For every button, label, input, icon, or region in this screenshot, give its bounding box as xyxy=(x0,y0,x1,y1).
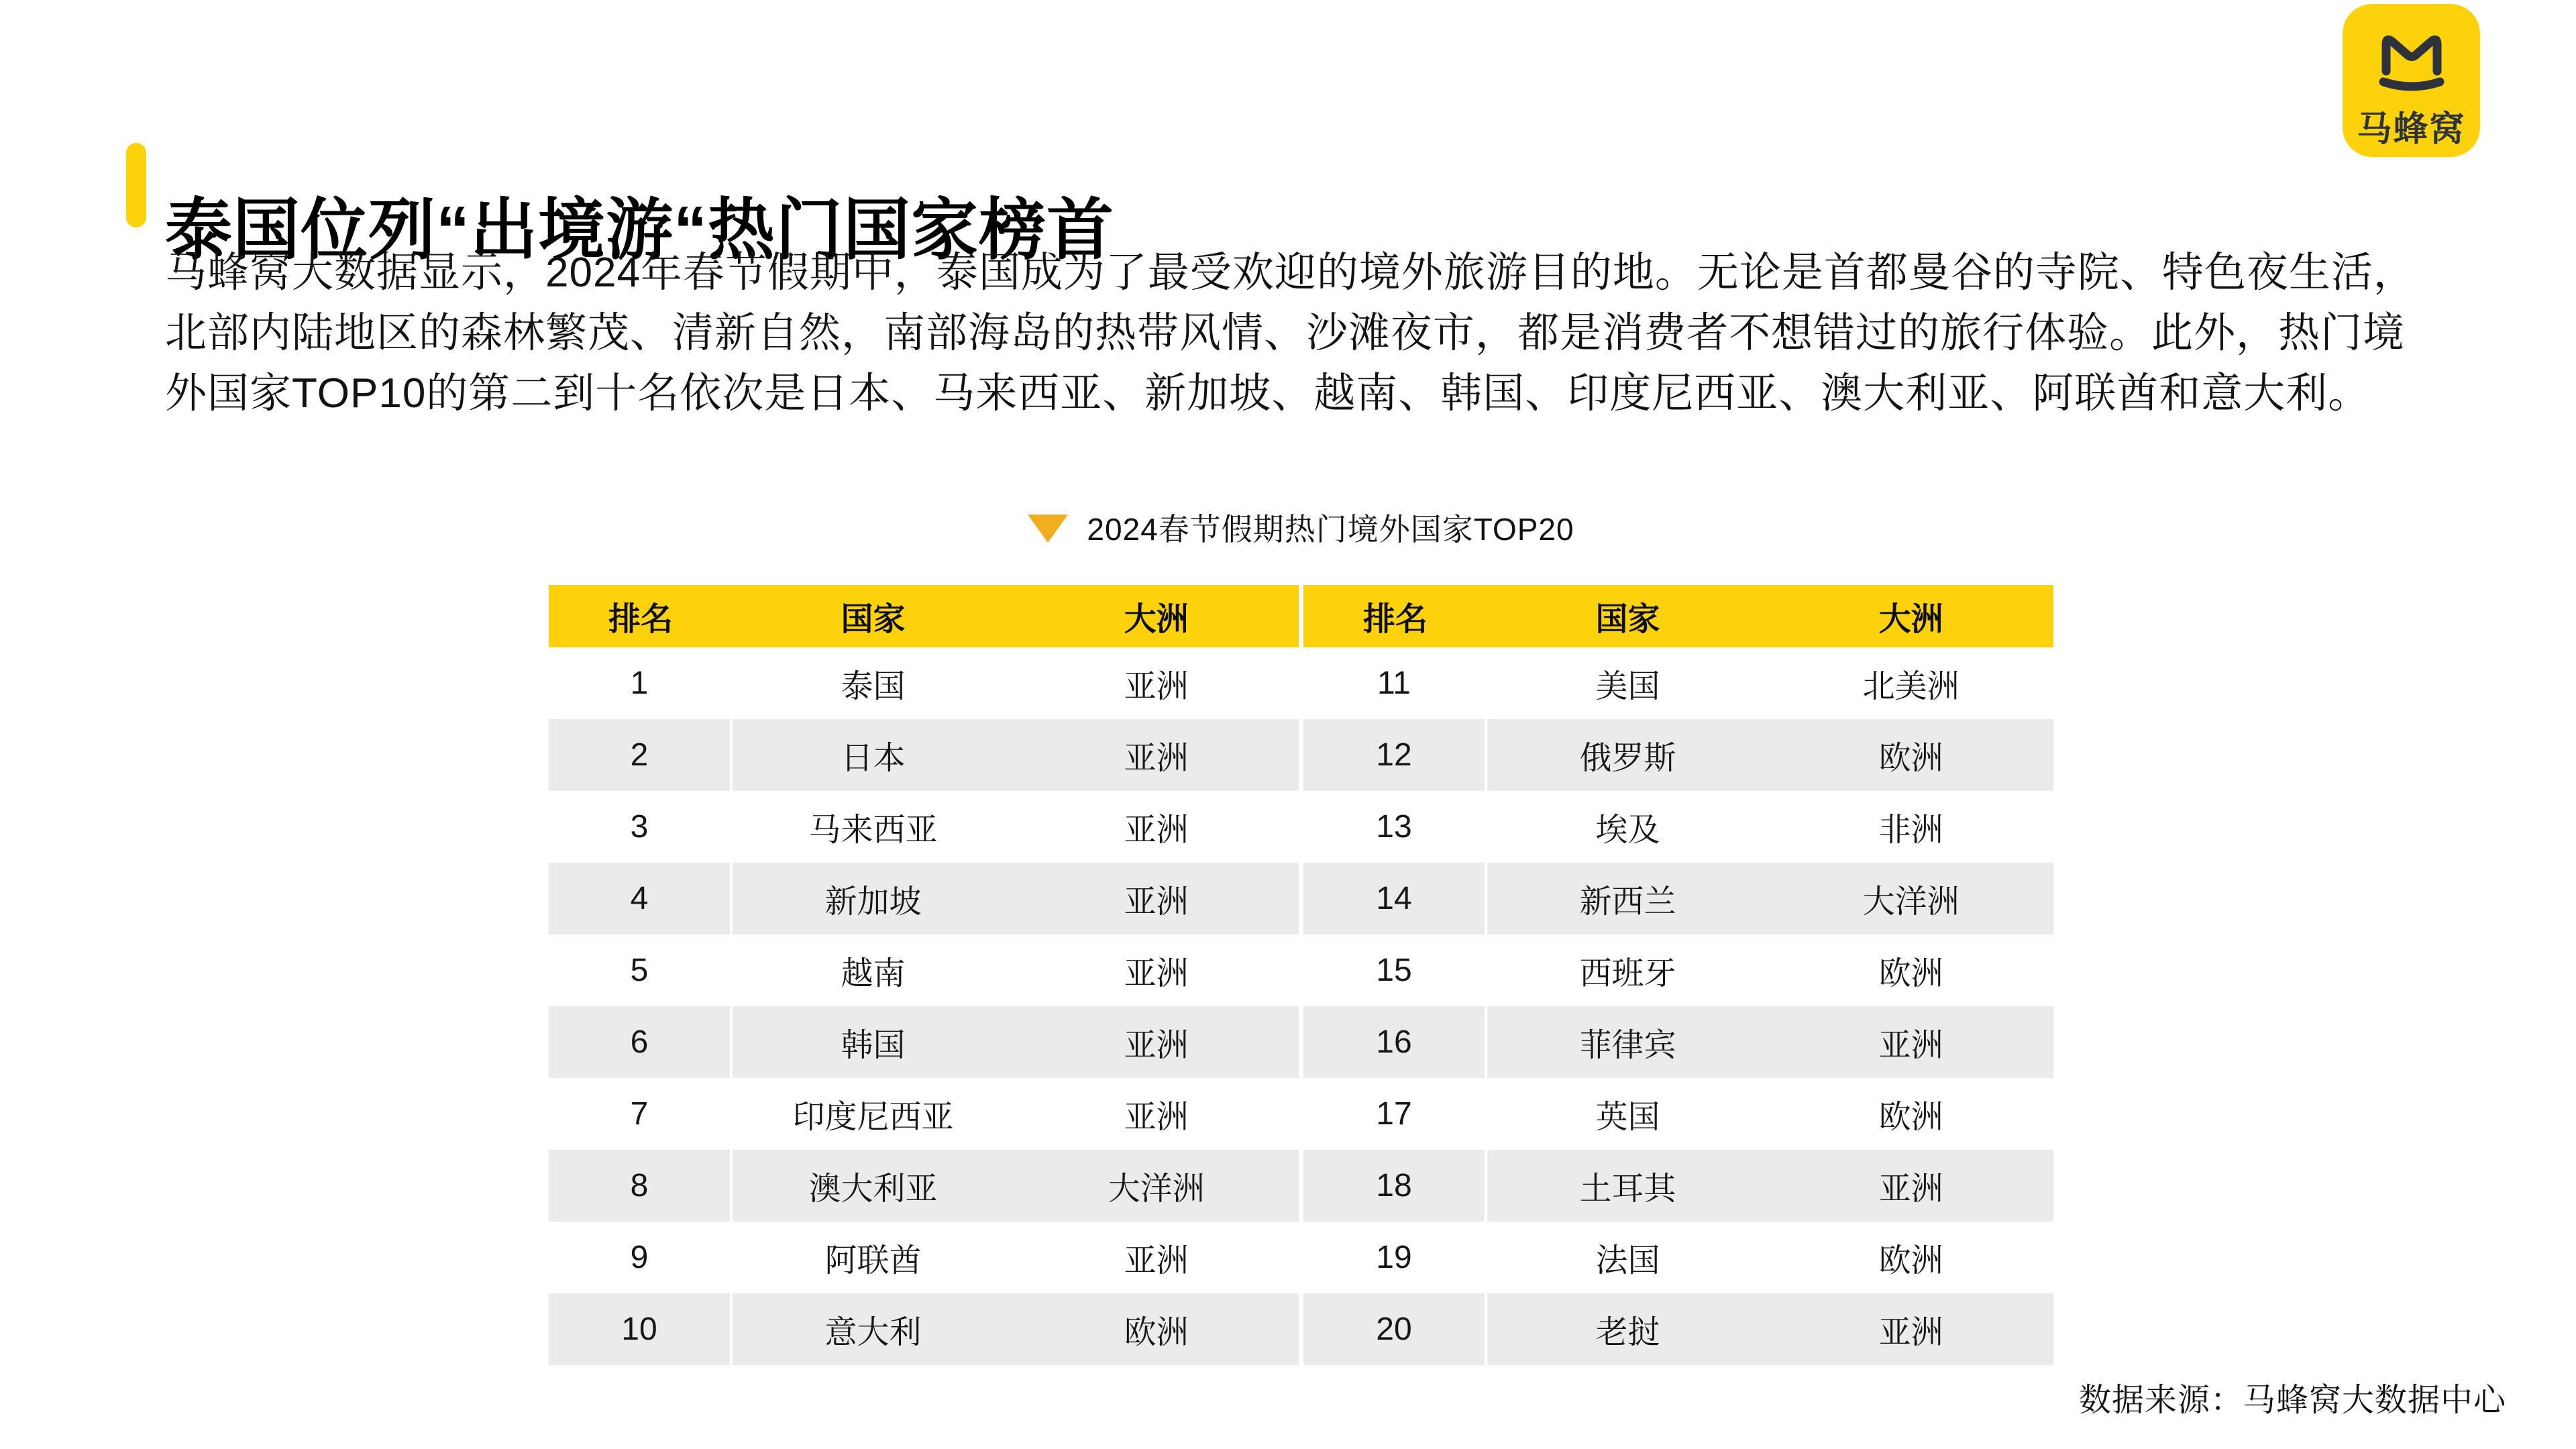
title-accent-bar xyxy=(126,143,146,227)
continent-header: 大洲 xyxy=(1878,602,1943,637)
country-cell: 印度尼西亚 xyxy=(792,1099,954,1135)
rank-cell: 8 xyxy=(549,1150,733,1222)
table-row xyxy=(1303,1150,2053,1222)
table-row xyxy=(549,934,1299,1006)
table-caption-text: 2024春节假期热门境外国家TOP20 xyxy=(1087,512,1574,547)
table-row xyxy=(1303,1293,2053,1365)
table-row xyxy=(549,719,1299,791)
table-row xyxy=(1303,863,2053,934)
country-cell: 西班牙 xyxy=(1579,956,1676,991)
table-right-half xyxy=(1303,585,2053,1365)
triangle-down-icon xyxy=(1028,515,1068,543)
table-row xyxy=(549,1293,1299,1365)
intro-paragraph xyxy=(165,243,2446,424)
country-cell: 埃及 xyxy=(1595,812,1660,848)
continent-cell: 欧洲 xyxy=(1878,1243,1943,1279)
country-cell: 新西兰 xyxy=(1579,884,1676,920)
continent-cell: 大洋洲 xyxy=(1862,884,1960,920)
continent-cell: 欧洲 xyxy=(1124,1315,1189,1350)
table-header-row xyxy=(1303,585,2053,647)
table-left-half xyxy=(549,585,1299,1365)
table-row xyxy=(549,1150,1299,1222)
rank-cell: 4 xyxy=(549,863,733,934)
continent-cell: 亚洲 xyxy=(1878,1028,1943,1063)
continent-cell: 亚洲 xyxy=(1124,741,1189,776)
continent-cell: 欧洲 xyxy=(1878,1099,1943,1135)
country-cell: 韩国 xyxy=(841,1028,906,1063)
continent-cell: 亚洲 xyxy=(1124,812,1189,848)
continent-cell: 亚洲 xyxy=(1124,1099,1189,1135)
continent-cell: 亚洲 xyxy=(1124,1243,1189,1279)
rank-cell: 17 xyxy=(1303,1078,1487,1150)
rank-cell: 13 xyxy=(1303,791,1487,863)
country-cell: 俄罗斯 xyxy=(1579,741,1676,776)
intro-line: 北部内陆地区的森林繁茂、清新自然，南部海岛的热带风情、沙滩夜市，都是消费者不想错过的旅行体验。此外，热门境 xyxy=(165,310,2406,356)
mafengwo-m-icon xyxy=(2378,30,2445,94)
continent-header: 大洲 xyxy=(1124,602,1189,637)
table-row xyxy=(549,1006,1299,1078)
table-row xyxy=(1303,791,2053,863)
country-cell: 老挝 xyxy=(1595,1315,1660,1350)
country-cell: 法国 xyxy=(1595,1243,1660,1279)
table-row xyxy=(1303,934,2053,1006)
table-row xyxy=(549,1222,1299,1293)
continent-cell: 大洋洲 xyxy=(1108,1171,1205,1207)
country-cell: 澳大利亚 xyxy=(808,1171,938,1207)
country-cell: 泰国 xyxy=(841,669,906,704)
country-cell: 阿联酋 xyxy=(824,1243,922,1279)
continent-cell: 北美洲 xyxy=(1862,669,1960,704)
table-row xyxy=(549,647,1299,719)
mafengwo-logo-text: 马蜂窝 xyxy=(2357,110,2466,149)
rank-cell: 19 xyxy=(1303,1222,1487,1293)
country-header: 国家 xyxy=(1595,602,1660,637)
rank-cell: 18 xyxy=(1303,1150,1487,1222)
rank-cell: 14 xyxy=(1303,863,1487,934)
rank-cell: 1 xyxy=(549,647,733,719)
continent-cell: 亚洲 xyxy=(1878,1315,1943,1350)
table-row xyxy=(549,863,1299,934)
continent-cell: 欧洲 xyxy=(1878,741,1943,776)
continent-cell: 非洲 xyxy=(1878,812,1943,848)
rank-cell: 11 xyxy=(1303,647,1487,719)
country-cell: 新加坡 xyxy=(824,884,922,920)
table-half-divider xyxy=(1299,585,1303,1365)
page-title: 泰国位列“出境游“热门国家榜首 xyxy=(165,193,1114,268)
country-cell: 菲律宾 xyxy=(1579,1028,1676,1063)
data-source-note: 数据来源：马蜂窝大数据中心 xyxy=(2078,1383,2506,1418)
country-cell: 马来西亚 xyxy=(808,812,938,848)
country-cell: 土耳其 xyxy=(1579,1171,1676,1207)
table-row xyxy=(549,791,1299,863)
rank-cell: 3 xyxy=(549,791,733,863)
rank-cell: 10 xyxy=(549,1293,733,1365)
country-cell: 英国 xyxy=(1595,1099,1660,1135)
country-cell: 越南 xyxy=(841,956,906,991)
rank-cell: 20 xyxy=(1303,1293,1487,1365)
top20-table xyxy=(549,585,2053,1365)
rank-header: 排名 xyxy=(608,602,673,637)
table-row xyxy=(1303,1078,2053,1150)
rank-header: 排名 xyxy=(1362,602,1428,637)
continent-cell: 亚洲 xyxy=(1878,1171,1943,1207)
continent-cell: 亚洲 xyxy=(1124,884,1189,920)
country-header: 国家 xyxy=(841,602,906,637)
country-cell: 日本 xyxy=(841,741,906,776)
rank-cell: 15 xyxy=(1303,934,1487,1006)
table-header-row xyxy=(549,585,1299,647)
intro-line: 马蜂窝大数据显示，2024年春节假期中，泰国成为了最受欢迎的境外旅游目的地。无论是首都曼谷的寺院、特色夜生活， xyxy=(165,250,2416,296)
rank-cell: 12 xyxy=(1303,719,1487,791)
continent-cell: 亚洲 xyxy=(1124,669,1189,704)
table-caption xyxy=(549,504,2053,550)
table-row xyxy=(549,1078,1299,1150)
table-row xyxy=(1303,1006,2053,1078)
rank-cell: 7 xyxy=(549,1078,733,1150)
rank-cell: 6 xyxy=(549,1006,733,1078)
continent-cell: 亚洲 xyxy=(1124,1028,1189,1063)
table-row xyxy=(1303,719,2053,791)
continent-cell: 欧洲 xyxy=(1878,956,1943,991)
country-cell: 美国 xyxy=(1595,669,1660,704)
mafengwo-logo xyxy=(2343,4,2480,157)
continent-cell: 亚洲 xyxy=(1124,956,1189,991)
rank-cell: 2 xyxy=(549,719,733,791)
intro-line: 外国家TOP10的第二到十名依次是日本、马来西亚、新加坡、越南、韩国、印度尼西亚、澳大利亚、阿联酋和意大利。 xyxy=(165,370,2371,417)
rank-cell: 16 xyxy=(1303,1006,1487,1078)
table-row xyxy=(1303,647,2053,719)
country-cell: 意大利 xyxy=(824,1315,922,1350)
rank-cell: 5 xyxy=(549,934,733,1006)
rank-cell: 9 xyxy=(549,1222,733,1293)
table-row xyxy=(1303,1222,2053,1293)
